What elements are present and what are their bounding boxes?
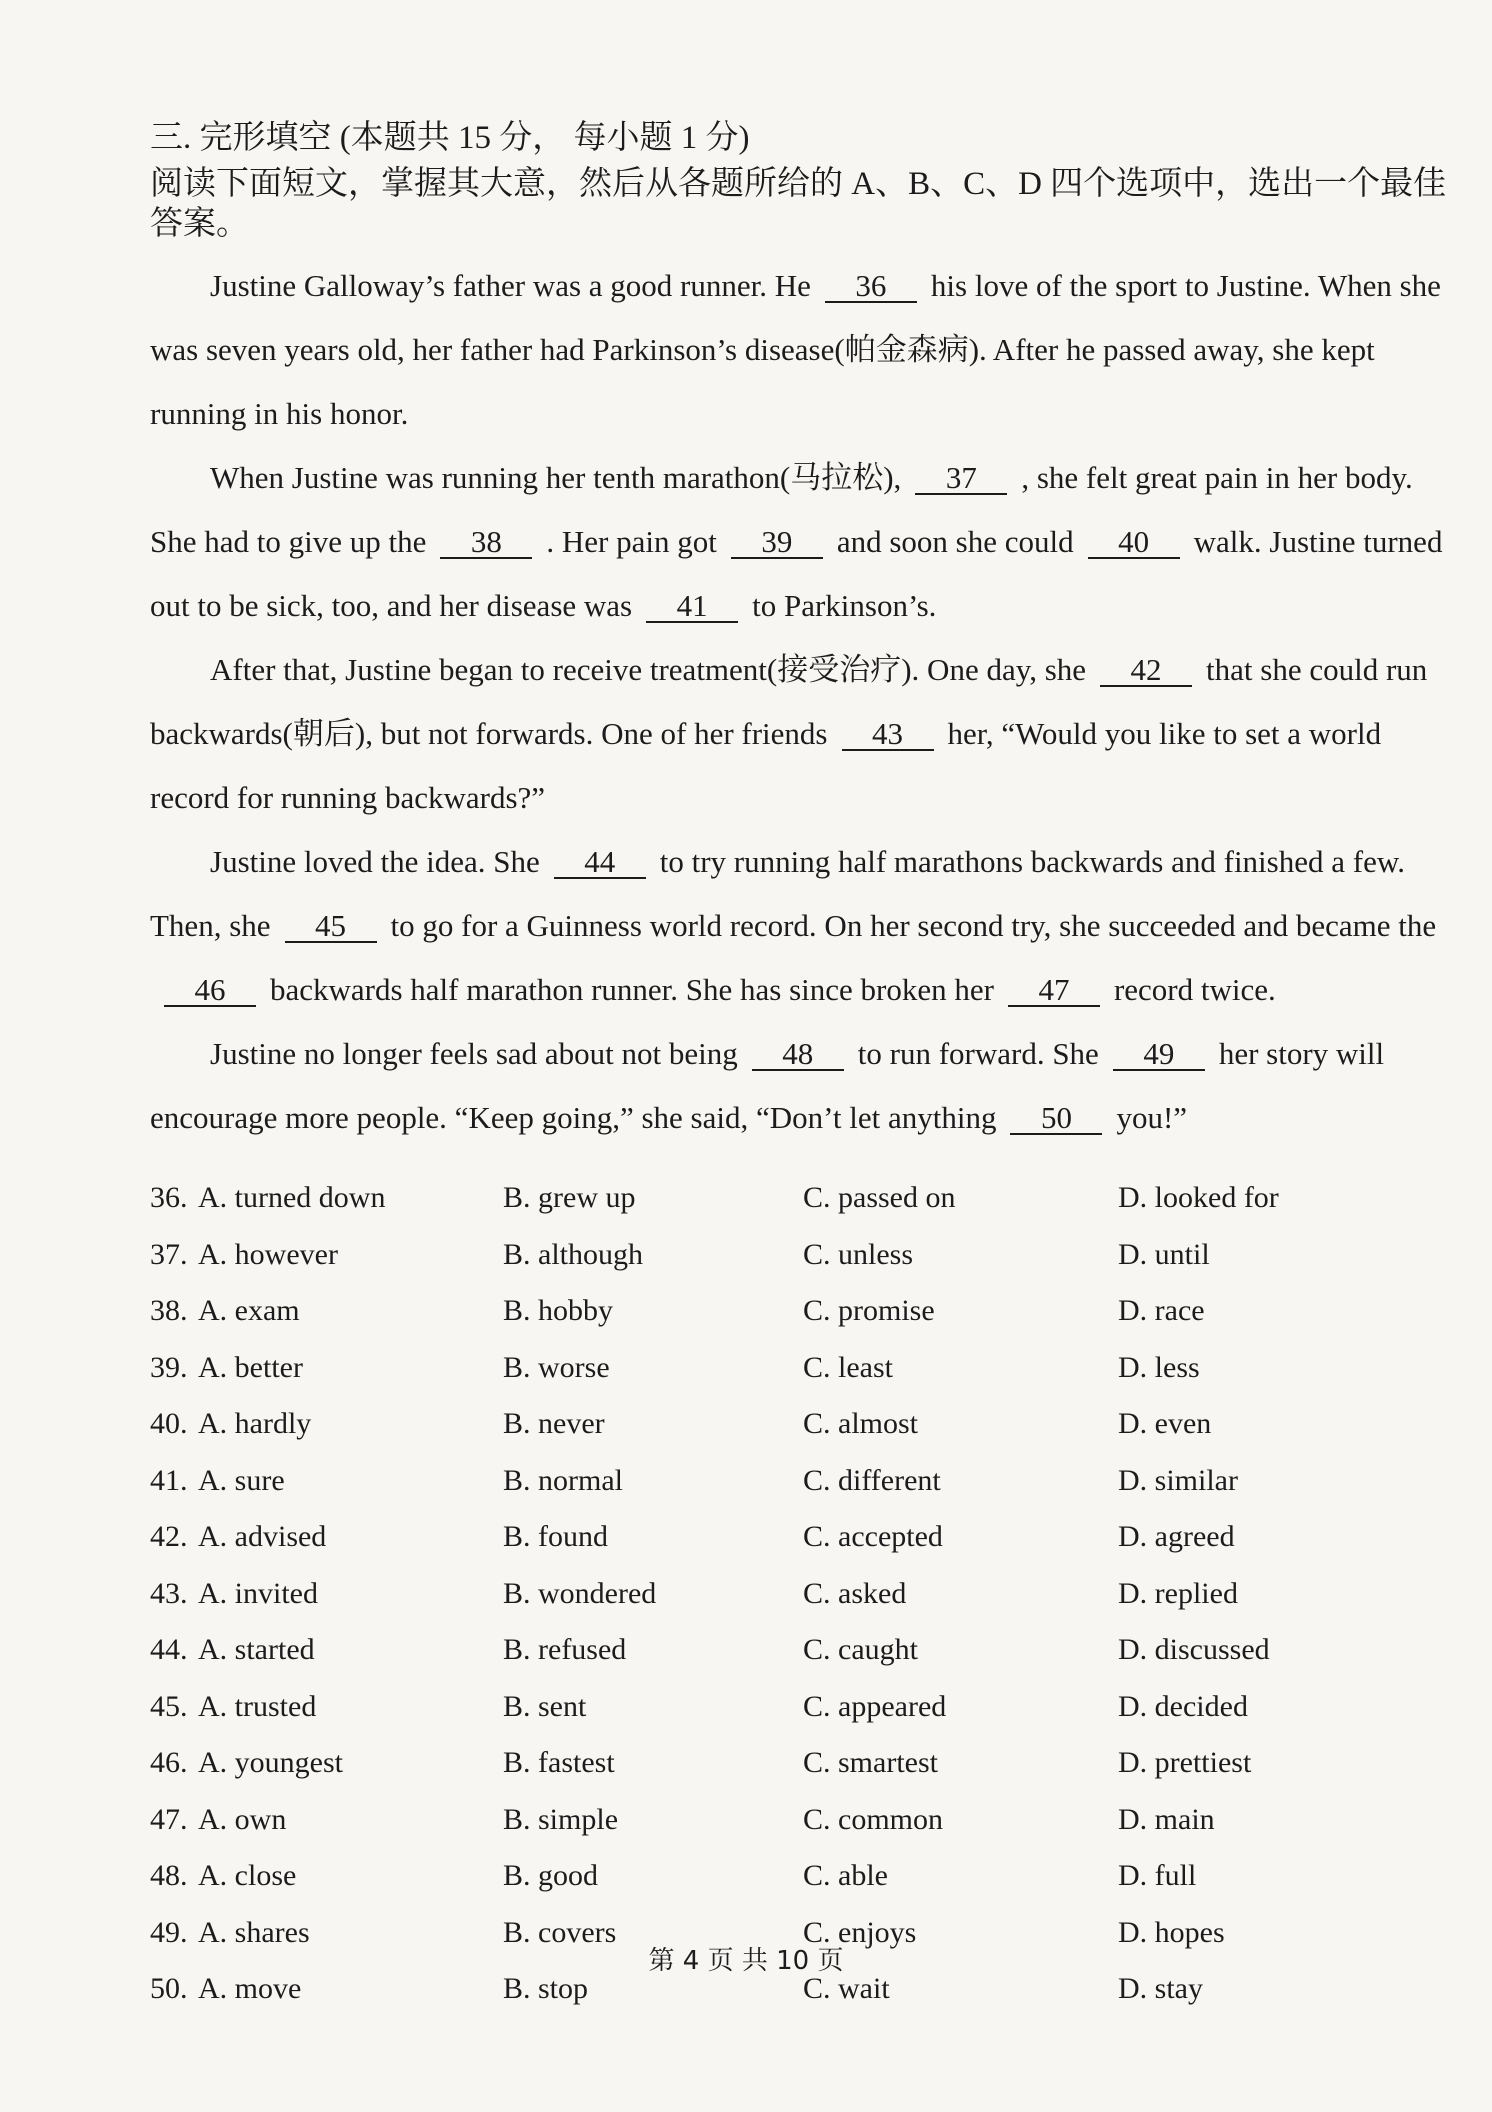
passage-text: to run forward. She: [857, 1036, 1099, 1071]
question-row: [150, 1735, 1450, 1792]
exam-page: [150, 118, 1450, 2018]
option-b: B. good: [503, 1859, 599, 1893]
passage-text: to try running half marathons backwards and finished a few. Then, she: [150, 844, 1405, 943]
option-d: D. full: [1118, 1859, 1197, 1893]
passage-text: her, “Would you like to set a world record for running backwards?”: [150, 716, 1382, 815]
passage-text: . Her pain got: [546, 524, 717, 559]
option-d: D. less: [1118, 1350, 1200, 1384]
option-b: B. normal: [503, 1463, 623, 1497]
blank-45: 45: [285, 911, 377, 943]
blank-46: 46: [164, 975, 256, 1007]
question-number: 38.: [150, 1294, 188, 1328]
passage-text: backwards half marathon runner. She has since broken her: [270, 972, 994, 1007]
option-d: D. hopes: [1118, 1915, 1225, 1949]
option-d: D. stay: [1118, 1972, 1203, 2006]
question-row: [150, 1227, 1450, 1284]
option-d: D. until: [1118, 1237, 1210, 1271]
question-number: 42.: [150, 1520, 188, 1554]
blank-48: 48: [752, 1039, 844, 1071]
passage-text: you!”: [1116, 1100, 1188, 1135]
option-b: B. found: [503, 1520, 608, 1554]
option-d: D. race: [1118, 1294, 1205, 1328]
blank-38: 38: [440, 527, 532, 559]
question-row: [150, 1679, 1450, 1736]
page-number: 第 4 页 共 10 页: [648, 1946, 844, 1976]
option-b: B. never: [503, 1407, 605, 1441]
passage-paragraph-1: [150, 254, 1450, 446]
option-b: B. sent: [503, 1689, 587, 1723]
passage-text: record twice.: [1113, 972, 1276, 1007]
passage-text: When Justine was running her tenth marathon(马拉松),: [210, 460, 902, 495]
option-c: C. least: [803, 1350, 893, 1384]
option-a: A. move: [198, 1972, 302, 2006]
question-row: [150, 1396, 1450, 1453]
question-number: 39.: [150, 1350, 188, 1384]
blank-36: 36: [825, 271, 917, 303]
option-a: A. started: [198, 1633, 315, 1667]
option-d: D. prettiest: [1118, 1746, 1252, 1780]
option-a: A. however: [198, 1237, 338, 1271]
option-d: D. decided: [1118, 1689, 1248, 1723]
option-d: D. similar: [1118, 1463, 1238, 1497]
question-number: 44.: [150, 1633, 188, 1667]
question-row: [150, 1340, 1450, 1397]
question-number: 46.: [150, 1746, 188, 1780]
passage-text: After that, Justine began to receive treatment(接受治疗). One day, she: [210, 652, 1087, 687]
blank-40: 40: [1088, 527, 1180, 559]
option-a: A. close: [198, 1859, 297, 1893]
option-c: C. smartest: [803, 1746, 938, 1780]
option-a: A. youngest: [198, 1746, 343, 1780]
question-row: [150, 1170, 1450, 1227]
question-row: [150, 1792, 1450, 1849]
option-c: C. wait: [803, 1972, 890, 2006]
option-d: D. agreed: [1118, 1520, 1235, 1554]
passage-text: walk. Justine turned out to be sick, too, and her disease was: [150, 524, 1443, 623]
question-number: 45.: [150, 1689, 188, 1723]
question-number: 50.: [150, 1972, 188, 2006]
blank-47: 47: [1008, 975, 1100, 1007]
option-c: C. enjoys: [803, 1915, 917, 1949]
question-row: [150, 1453, 1450, 1510]
option-c: C. unless: [803, 1237, 914, 1271]
passage-text: his love of the sport to Justine. When she was seven years old, her father had Parkinson’s disease(帕金森病). After he passed away, she kept running in his honor.: [150, 268, 1441, 431]
option-b: B. covers: [503, 1915, 617, 1949]
question-row: [150, 1283, 1450, 1340]
option-b: B. worse: [503, 1350, 610, 1384]
option-b: B. simple: [503, 1802, 619, 1836]
blank-41: 41: [646, 591, 738, 623]
question-row: [150, 1566, 1450, 1623]
question-number: 36.: [150, 1181, 188, 1215]
option-d: D. looked for: [1118, 1181, 1279, 1215]
question-number: 48.: [150, 1859, 188, 1893]
option-c: C. caught: [803, 1633, 918, 1667]
passage-paragraph-3: [150, 638, 1450, 830]
question-number: 37.: [150, 1237, 188, 1271]
option-d: D. main: [1118, 1802, 1215, 1836]
option-b: B. grew up: [503, 1181, 636, 1215]
option-b: B. wondered: [503, 1576, 657, 1610]
passage-text: to Parkinson’s.: [752, 588, 937, 623]
option-c: C. promise: [803, 1294, 935, 1328]
question-number: 49.: [150, 1915, 188, 1949]
section-heading: 三. 完形填空 (本题共 15 分， 每小题 1 分): [150, 120, 750, 156]
option-a: A. hardly: [198, 1407, 312, 1441]
question-row: [150, 1848, 1450, 1905]
blank-42: 42: [1100, 655, 1192, 687]
blank-43: 43: [842, 719, 934, 751]
blank-49: 49: [1113, 1039, 1205, 1071]
passage-text: and soon she could: [836, 524, 1074, 559]
option-a: A. trusted: [198, 1689, 317, 1723]
passage-text: that she could run backwards(朝后), but not forwards. One of her friends: [150, 652, 1428, 751]
question-options: [150, 1170, 1450, 2018]
passage-text: Justine Galloway’s father was a good runner. He: [210, 268, 811, 303]
option-a: A. exam: [198, 1294, 300, 1328]
question-number: 47.: [150, 1802, 188, 1836]
blank-37: 37: [915, 463, 1007, 495]
option-a: A. shares: [198, 1915, 310, 1949]
option-b: B. although: [503, 1237, 643, 1271]
blank-44: 44: [554, 847, 646, 879]
passage-text: her story will encourage more people. “Keep going,” she said, “Don’t let anything: [150, 1036, 1385, 1135]
passage-paragraph-4: [150, 830, 1450, 1022]
question-row: [150, 1622, 1450, 1679]
option-b: B. hobby: [503, 1294, 614, 1328]
question-number: 43.: [150, 1576, 188, 1610]
passage-text: Justine loved the idea. She: [210, 844, 540, 879]
option-c: C. different: [803, 1463, 941, 1497]
option-c: C. able: [803, 1859, 888, 1893]
option-d: D. replied: [1118, 1576, 1238, 1610]
option-a: A. own: [198, 1802, 287, 1836]
blank-50: 50: [1010, 1103, 1102, 1135]
option-c: C. appeared: [803, 1689, 947, 1723]
option-a: A. invited: [198, 1576, 318, 1610]
option-c: C. accepted: [803, 1520, 943, 1554]
option-d: D. discussed: [1118, 1633, 1270, 1667]
option-b: B. fastest: [503, 1746, 615, 1780]
option-d: D. even: [1118, 1407, 1212, 1441]
blank-39: 39: [731, 527, 823, 559]
option-a: A. sure: [198, 1463, 285, 1497]
passage-text: to go for a Guinness world record. On her second try, she succeeded and became the: [390, 908, 1437, 943]
question-number: 40.: [150, 1407, 188, 1441]
option-b: B. refused: [503, 1633, 627, 1667]
option-c: C. almost: [803, 1407, 919, 1441]
section-instruction: 阅读下面短文，掌握其大意，然后从各题所给的 A、B、C、D 四个选项中，选出一个最佳答案。: [150, 166, 1447, 242]
option-c: C. passed on: [803, 1181, 956, 1215]
option-a: A. better: [198, 1350, 303, 1384]
passage-text: , she felt great pain in her body. She had to give up the: [150, 460, 1413, 559]
question-number: 41.: [150, 1463, 188, 1497]
passage-paragraph-2: [150, 446, 1450, 638]
question-row: [150, 1509, 1450, 1566]
option-b: B. stop: [503, 1972, 589, 2006]
option-c: C. asked: [803, 1576, 907, 1610]
passage-paragraph-5: [150, 1022, 1450, 1150]
option-a: A. advised: [198, 1520, 327, 1554]
option-c: C. common: [803, 1802, 943, 1836]
option-a: A. turned down: [198, 1181, 386, 1215]
passage-text: Justine no longer feels sad about not being: [210, 1036, 738, 1071]
